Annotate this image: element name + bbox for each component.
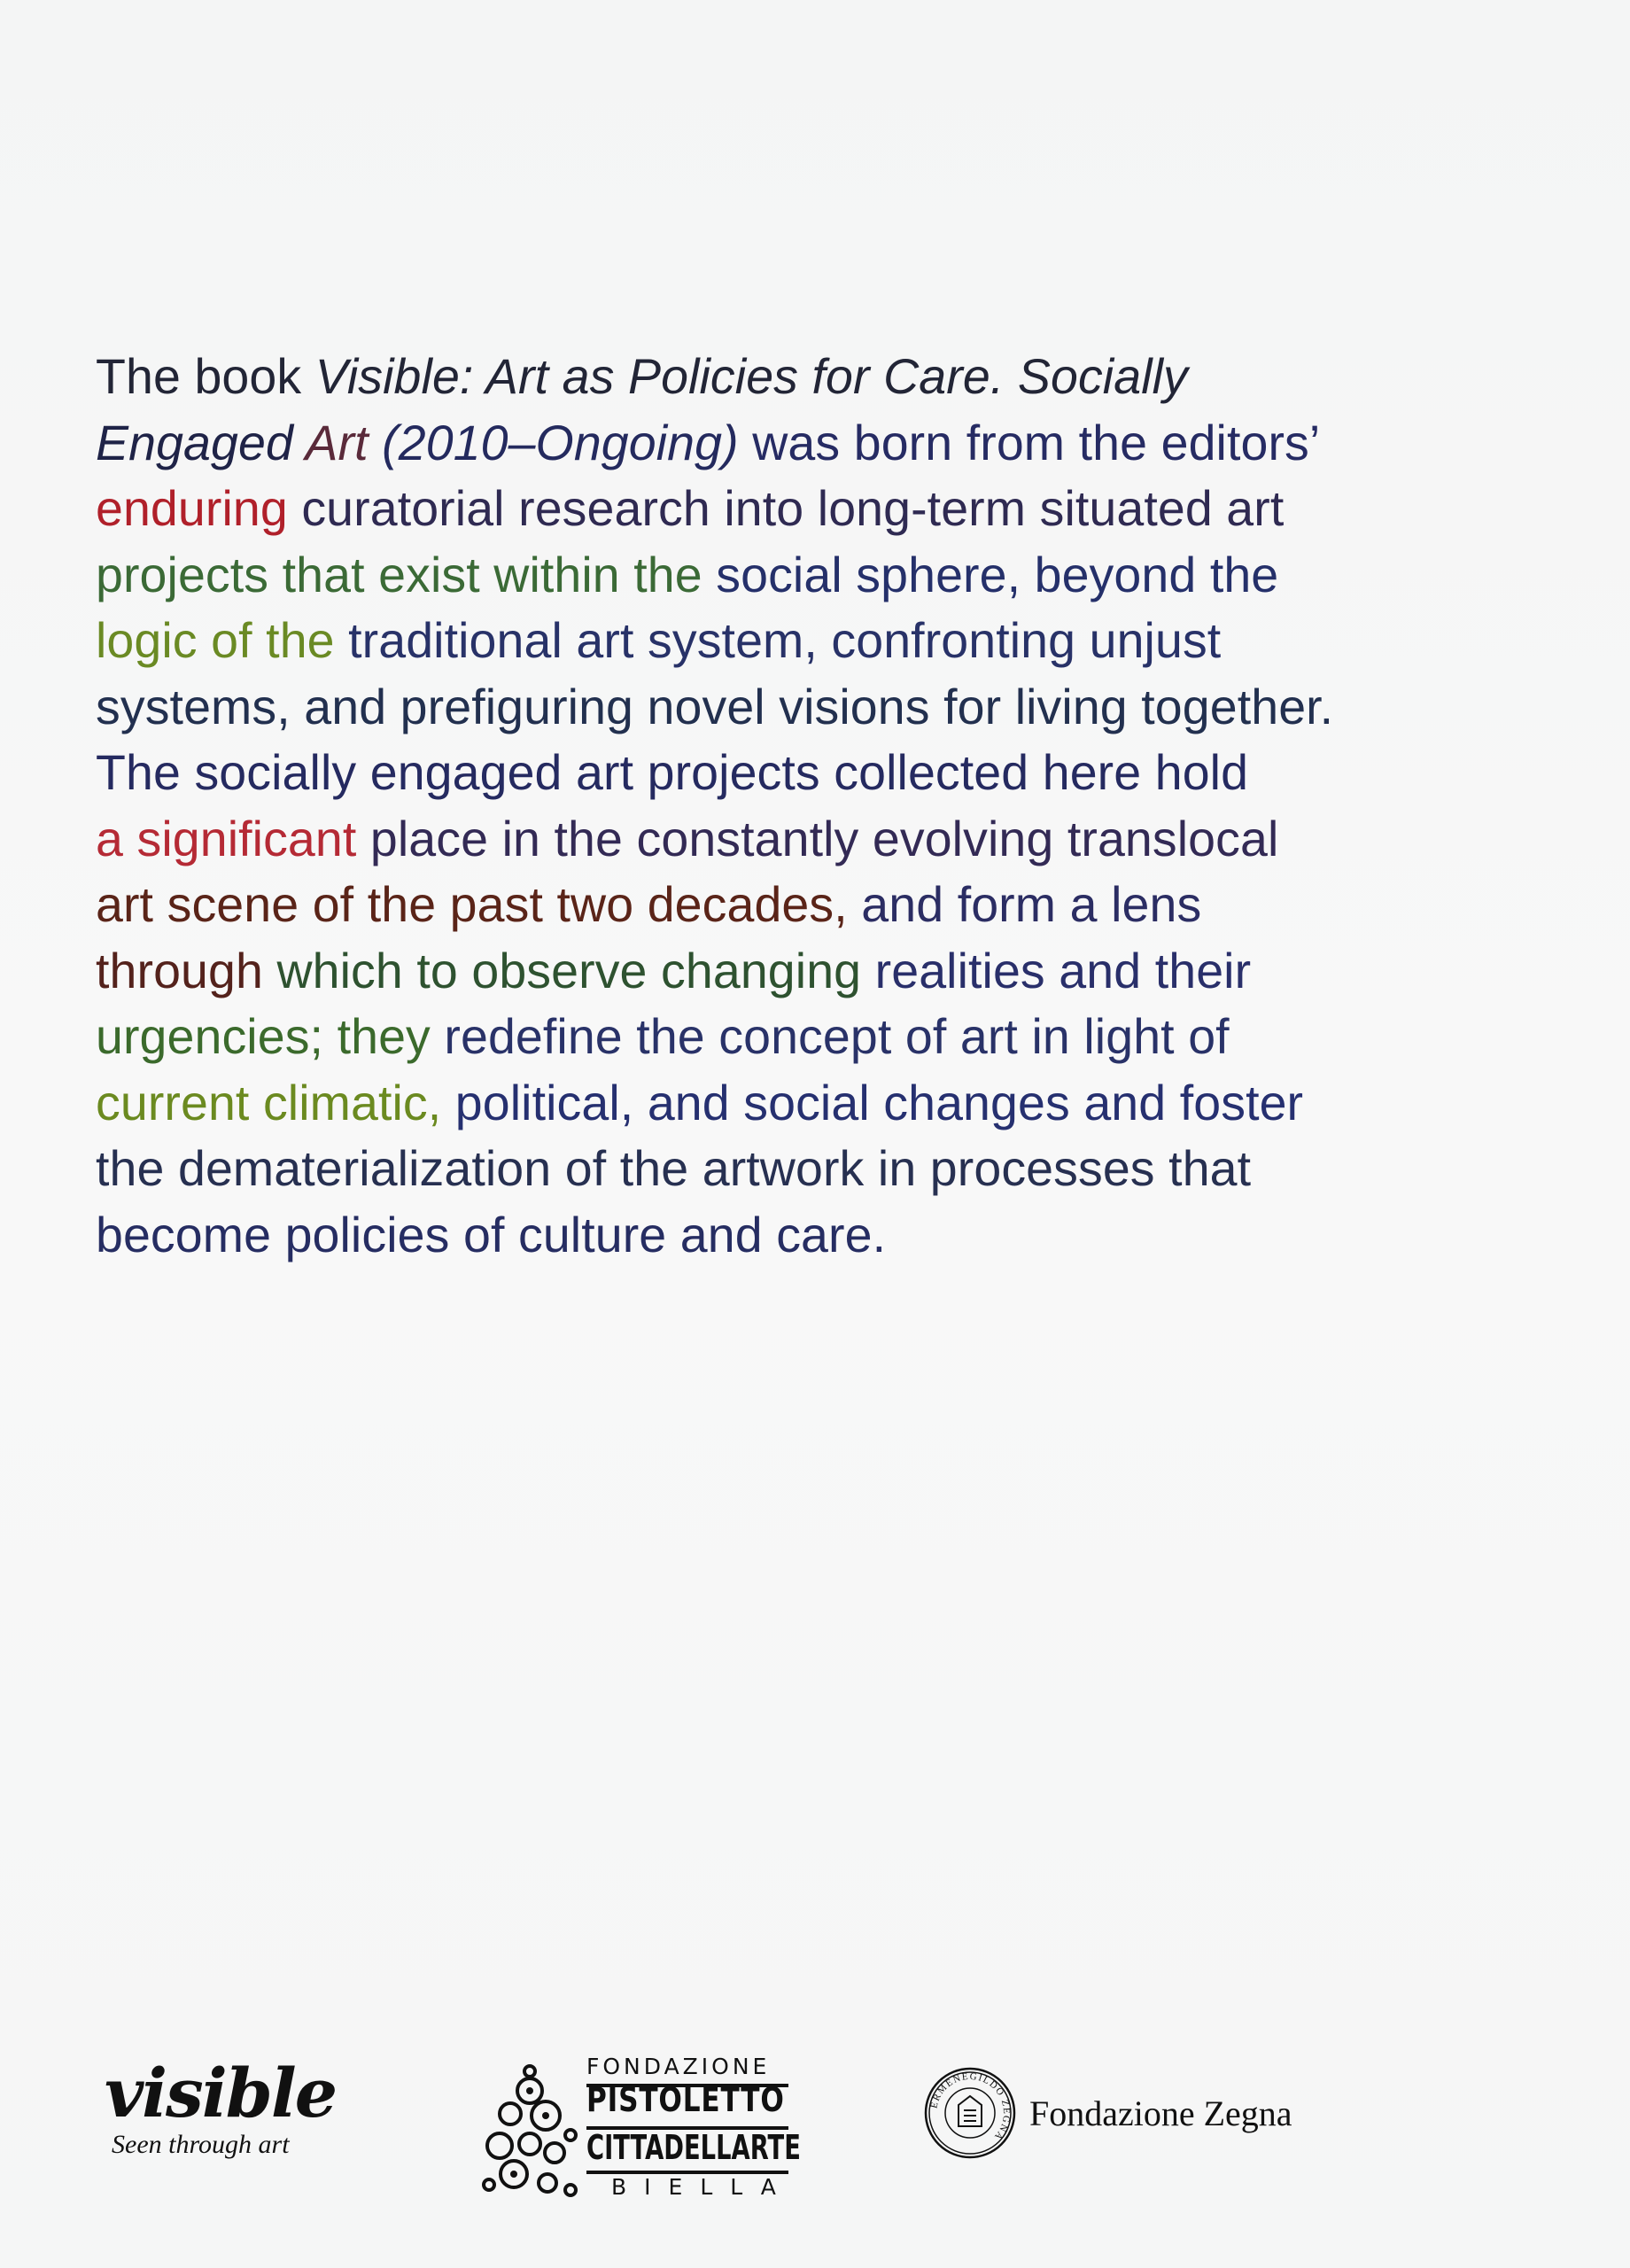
blurb-text-segment: through xyxy=(96,943,263,998)
blurb-text-segment: projects that exist within the xyxy=(96,547,702,602)
blurb-line xyxy=(96,806,1557,873)
blurb-line xyxy=(96,740,1557,806)
back-cover-blurb xyxy=(96,344,1557,1268)
blurb-text-segment: place in the constantly evolving translocal xyxy=(356,811,1279,866)
blurb-line xyxy=(96,872,1557,938)
blurb-text-segment: urgencies; they xyxy=(96,1009,431,1064)
blurb-text-segment: art scene of the past two decades, xyxy=(96,877,848,932)
blurb-text-segment: traditional art system, confronting unjust xyxy=(334,613,1222,668)
blurb-text-segment: The socially engaged art projects collected here hold xyxy=(96,745,1249,800)
blurb-line xyxy=(96,1004,1557,1070)
blurb-text-segment: Art xyxy=(305,415,369,470)
visible-logo xyxy=(105,2054,370,2178)
third-paradise-bubbles-icon xyxy=(478,2061,585,2202)
blurb-text-segment: (2010–Ongoing) xyxy=(368,415,739,470)
visible-wordmark: visible xyxy=(105,2054,337,2132)
blurb-text-segment: Engaged xyxy=(96,415,306,470)
blurb-text-segment: the dematerialization of the artwork in processes that xyxy=(96,1141,1252,1196)
blurb-text-segment: Visible: Art as Policies for Care. Socially xyxy=(314,349,1188,404)
blurb-text-segment: current climatic, xyxy=(96,1075,442,1130)
blurb-text-segment: systems, and prefiguring novel visions for living together. xyxy=(96,679,1334,734)
pistoletto-line-name: PISTOLETTO xyxy=(586,2080,785,2119)
zegna-seal-icon xyxy=(921,2064,1019,2162)
blurb-line xyxy=(96,1070,1557,1137)
fondazione-pistoletto-logo xyxy=(478,2054,806,2204)
svg-text:ERMENEGILDO ZEGNA xyxy=(928,2071,1012,2143)
zegna-seal-text: ERMENEGILDO ZEGNA xyxy=(928,2070,1013,2143)
blurb-line xyxy=(96,344,1557,410)
blurb-line xyxy=(96,1202,1557,1269)
blurb-line xyxy=(96,1136,1557,1202)
blurb-line xyxy=(96,608,1557,674)
blurb-line xyxy=(96,542,1557,609)
blurb-text-segment: The book xyxy=(96,349,315,404)
blurb-text-segment: a significant xyxy=(96,811,357,866)
blurb-text-segment: which to observe changing xyxy=(262,943,862,998)
blurb-line xyxy=(96,476,1557,542)
blurb-line xyxy=(96,938,1557,1005)
blurb-text-segment: become policies of culture and care. xyxy=(96,1207,887,1262)
blurb-line xyxy=(96,674,1557,741)
blurb-text-segment: social sphere, beyond the xyxy=(702,547,1279,602)
blurb-text-segment: curatorial research into long-term situated art xyxy=(287,481,1285,536)
blurb-text-segment: political, and social changes and foster xyxy=(441,1075,1304,1130)
blurb-text-segment: and form a lens xyxy=(847,877,1202,932)
pistoletto-line-fondazione: FONDAZIONE xyxy=(586,2054,771,2079)
blurb-text-segment: realities and their xyxy=(861,943,1252,998)
blurb-text-segment: redefine the concept of art in light of xyxy=(430,1009,1230,1064)
pistoletto-line-biella: BIELLA xyxy=(611,2174,794,2200)
blurb-text-segment: enduring xyxy=(96,481,288,536)
blurb-text-segment: was born from the editors’ xyxy=(738,415,1321,470)
blurb-line xyxy=(96,410,1557,477)
fondazione-zegna-logo xyxy=(921,2064,1329,2162)
zegna-foundation-name: Fondazione Zegna xyxy=(1029,2093,1292,2133)
blurb-text-segment: logic of the xyxy=(96,613,335,668)
pistoletto-line-cittadellarte: CITTADELLARTE xyxy=(586,2128,801,2167)
visible-tagline: Seen through art xyxy=(112,2130,290,2159)
